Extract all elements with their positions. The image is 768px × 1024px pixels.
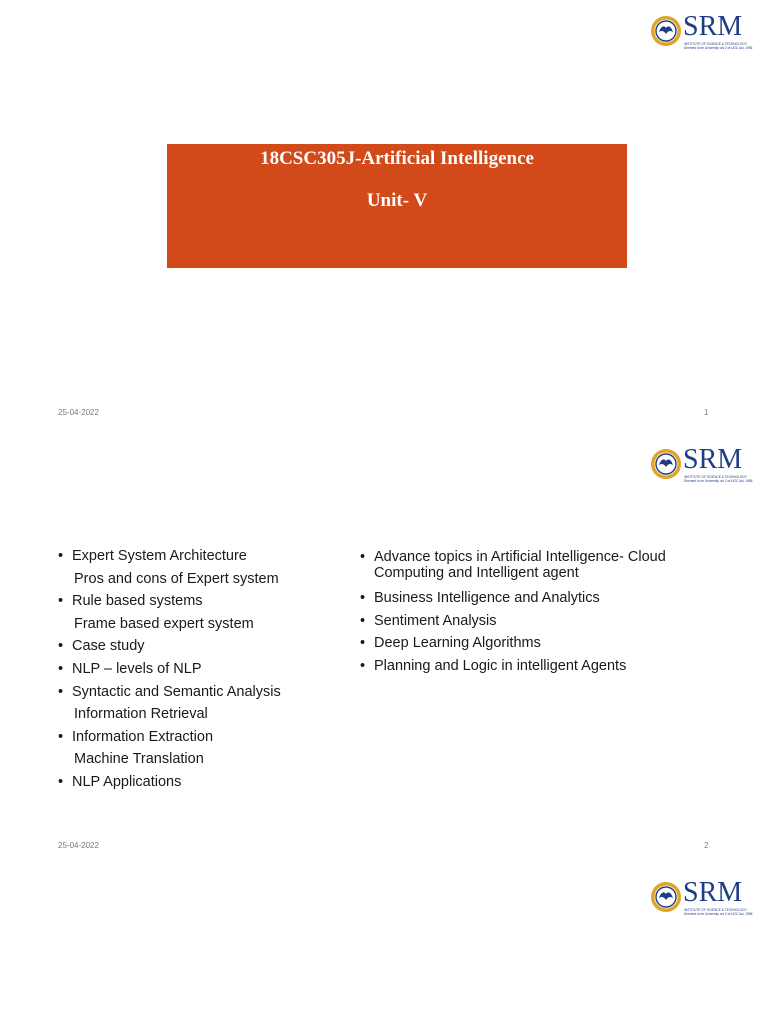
logo-wordmark: SRM xyxy=(683,877,743,908)
logo-tagline: INSTITUTE OF SCIENCE & TECHNOLOGY xyxy=(684,908,747,912)
srm-emblem-icon xyxy=(650,881,682,913)
page-number: 2 xyxy=(704,841,709,850)
list-item: • Rule based systems xyxy=(58,593,203,610)
list-item: Information Retrieval xyxy=(74,706,208,723)
topics-list-right xyxy=(360,549,720,677)
list-item: Pros and cons of Expert system xyxy=(74,570,279,587)
list-item: • Case study xyxy=(58,638,145,655)
list-item: Machine Translation xyxy=(74,751,204,768)
slide-1 xyxy=(0,0,768,433)
srm-emblem-icon xyxy=(650,448,682,480)
list-item: • NLP – levels of NLP xyxy=(58,660,202,677)
list-item: • Deep Learning Algorithms xyxy=(360,635,541,652)
slide-3 xyxy=(0,866,768,1024)
srm-logo xyxy=(650,12,756,52)
list-item: • Sentiment Analysis xyxy=(360,612,497,629)
course-title: 18CSC305J-Artificial Intelligence xyxy=(260,148,534,169)
slide-2 xyxy=(0,433,768,866)
list-item: • NLP Applications xyxy=(58,773,182,790)
footer-date: 25-04-2022 xyxy=(58,841,99,850)
srm-logo xyxy=(650,445,756,485)
list-item: • Planning and Logic in intelligent Agents xyxy=(360,657,627,674)
list-item: Frame based expert system xyxy=(74,615,254,632)
footer-date: 25-04-2022 xyxy=(58,408,99,417)
title-banner xyxy=(167,144,627,268)
logo-wordmark: SRM xyxy=(683,444,743,475)
srm-emblem-icon xyxy=(650,15,682,47)
logo-tagline-sub: Deemed to be University u/s 3 of UGC Act, 1956 xyxy=(684,46,753,50)
page-number: 1 xyxy=(704,408,709,417)
logo-tagline-sub: Deemed to be University u/s 3 of UGC Act, 1956 xyxy=(684,912,753,916)
list-item: • Information Extraction xyxy=(58,728,214,745)
list-item: • Business Intelligence and Analytics xyxy=(360,590,600,606)
logo-wordmark: SRM xyxy=(683,11,743,42)
logo-tagline-sub: Deemed to be University u/s 3 of UGC Act, 1956 xyxy=(684,479,753,483)
srm-logo xyxy=(650,878,756,918)
logo-tagline: INSTITUTE OF SCIENCE & TECHNOLOGY xyxy=(684,42,747,46)
list-item: • Syntactic and Semantic Analysis xyxy=(58,683,281,700)
unit-title: Unit- V xyxy=(366,190,428,211)
topics-list-left xyxy=(58,545,358,794)
logo-tagline: INSTITUTE OF SCIENCE & TECHNOLOGY xyxy=(684,475,747,479)
list-item: • Expert System Architecture xyxy=(58,548,247,564)
list-item: • Advance topics in Artificial Intelligence- Cloud Computing and Intelligent agent xyxy=(360,549,666,581)
